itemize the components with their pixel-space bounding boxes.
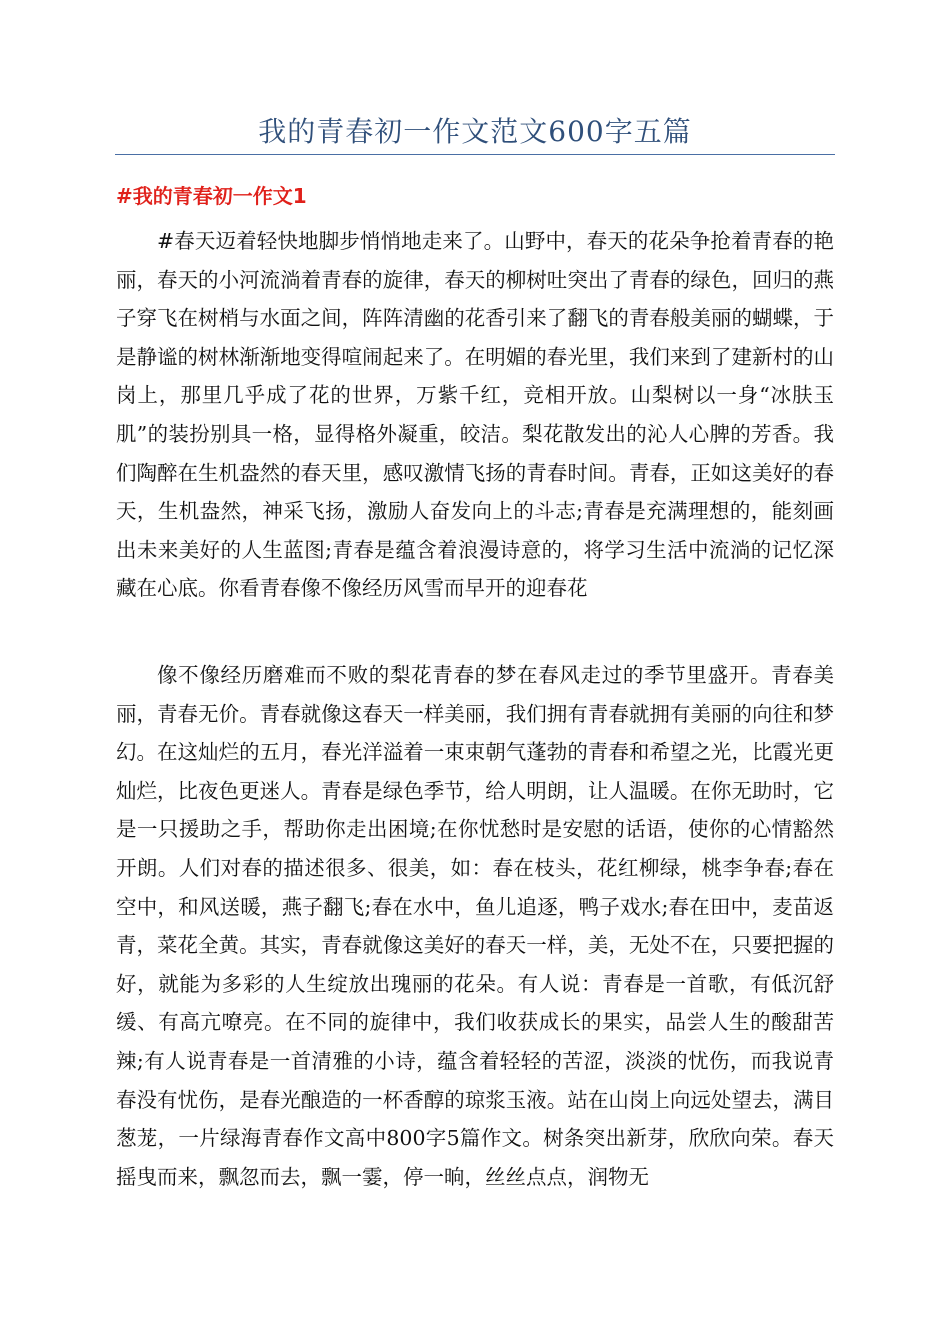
- section-heading: #我的青春初一作文1: [116, 184, 307, 208]
- document-title: 我的青春初一作文范文600字五篇: [258, 115, 692, 148]
- body-paragraph-2: 像不像经历磨难而不败的梨花青春的梦在春风走过的季节里盛开。青春美丽，青春无价。青春就像这春天一样美丽，我们拥有青春就拥有美丽的向往和梦幻。在这灿烂的五月，春光洋溢着一束束朝气蓬勃的青春和希望之光，比霞光更灿烂，比夜色更迷人。青春是绿色季节，给人明朗，让人温暖。在你无助时，它是一只援助之手，帮助你走出困境;在你忧愁时是安慰的话语，使你的心情豁然开朗。人们对春的描述很多、很美，如：春在枝头，花红柳绿，桃李争春;春在空中，和风送暖，燕子翻飞;春在水中，鱼儿追逐，鸭子戏水;春在田中，麦苗返青，菜花全黄。其实，青春就像这美好的春天一样，美，无处不在，只要把握的好，就能为多彩的人生绽放出瑰丽的花朵。有人说：青春是一首歌，有低沉舒缓、有高亢嘹亮。在不同的旋律中，我们收获成长的果实，品尝人生的酸甜苦辣;有人说青春是一首清雅的小诗，蕴含着轻轻的苦涩，淡淡的忧伤，而我说青春没有忧伤，是春光酿造的一杯香醇的琼浆玉液。站在山岗上向远处望去，满目葱茏，一片绿海青春作文高中800字5篇作文。树条突出新芽，欣欣向荣。春天摇曳而来，飘忽而去，飘一霎，停一晌，丝丝点点，润物无: [116, 663, 834, 1189]
- body-paragraph-1: #春天迈着轻快地脚步悄悄地走来了。山野中，春天的花朵争抢着青春的艳丽，春天的小河流淌着青春的旋律，春天的柳树吐突出了青春的绿色，回归的燕子穿飞在树梢与水面之间，阵阵清幽的花香引来了翻飞的青春般美丽的蝴蝶，于是静谧的树林渐渐地变得喧闹起来了。在明媚的春光里，我们来到了建新村的山岗上，那里几乎成了花的世界，万紫千红，竞相开放。山梨树以一身“冰肤玉肌”的装扮别具一格，显得格外凝重，皎洁。梨花散发出的沁人心脾的芳香。我们陶醉在生机盎然的春天里，感叹激情飞扬的青春时间。青春，正如这美好的春天，生机盎然，神采飞扬，激励人奋发向上的斗志;青春是充满理想的，能刻画出未来美好的人生蓝图;青春是蕴含着浪漫诗意的，将学习生活中流淌的记忆深藏在心底。你看青春像不像经历风雪而早开的迎春花: [116, 229, 834, 601]
- title-underline: [115, 154, 835, 155]
